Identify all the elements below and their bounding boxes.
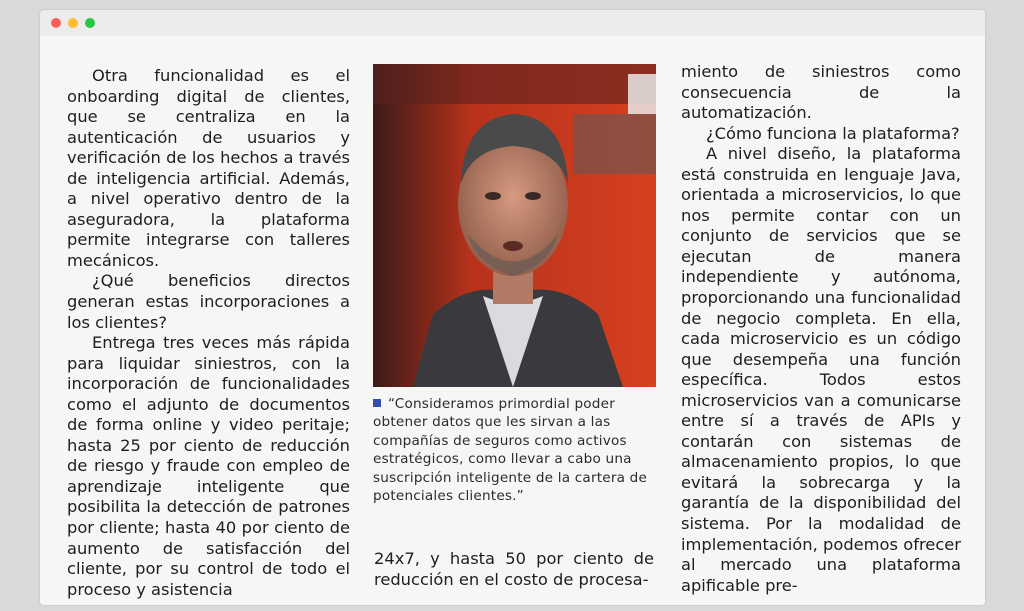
paragraph: Entrega tres veces más rápida para liquidar siniestros, con la incorporación de funcionalidades como el adjunto de documentos de forma online y video peritaje; hasta 25 por ciento de reducción de riesgo y fraude con empleo de aprendizaje inteligente que posibilita la detección de patrones por cliente; hasta 40 por ciento de aumento de satisfacción del cliente, por su control de todo el proceso y asistencia: [67, 333, 350, 599]
photo-caption: [373, 395, 663, 505]
article-column-1: [67, 66, 350, 600]
caption-bullet-icon: [373, 399, 381, 407]
interview-question: ¿Qué beneficios directos generan estas incorporaciones a los clientes?: [67, 271, 350, 332]
article-column-2-text: [374, 549, 654, 590]
interviewee-photo: [373, 64, 656, 387]
title-bar: [40, 10, 985, 36]
paragraph: 24x7, y hasta 50 por ciento de reducción en el costo de procesa-: [374, 549, 654, 589]
caption-text: “Consideramos primordial poder obtener datos que les sirvan a las compañías de seguros como activos estratégicos, como llevar a cabo una suscripción inteligente de la cartera de potenciales clientes.”: [373, 396, 648, 505]
document-window: [40, 10, 985, 605]
portrait-illustration: [373, 64, 656, 387]
interview-question: ¿Cómo funciona la plataforma?: [706, 123, 960, 143]
minimize-window-button[interactable]: [68, 18, 78, 28]
paragraph: Otra funcionalidad es el onboarding digital de clientes, que se centraliza en la autenticación de usuarios y verificación de los hechos a través de inteligencia artificial. Además, a nivel operativo dentro de la aseguradora, la plataforma permite integrarse con talleres mecánicos.: [67, 66, 350, 270]
close-window-button[interactable]: [51, 18, 61, 28]
paragraph: miento de siniestros como consecuencia de la automatización.: [681, 62, 961, 123]
article-column-3: [681, 62, 961, 596]
maximize-window-button[interactable]: [85, 18, 95, 28]
paragraph: A nivel diseño, la plataforma está construida en lenguaje Java, orientada a microservicios, lo que nos permite contar con un conjunto de servicios que se ejecutan de manera independiente y autónoma, proporcionando una funcionalidad de negocio completa. En ella, cada microservicio es un código que desempeña una función específica. Todos estos microservicios van a comunicarse entre sí a través de APIs y contarán con sistemas de almacenamiento propios, lo que evitará la sobrecarga y la garantía de la disponibilidad del sistema. Por la modalidad de implementación, podemos ofrecer al mercado una plataforma apificable pre-: [681, 144, 961, 595]
magazine-page: [40, 36, 985, 605]
